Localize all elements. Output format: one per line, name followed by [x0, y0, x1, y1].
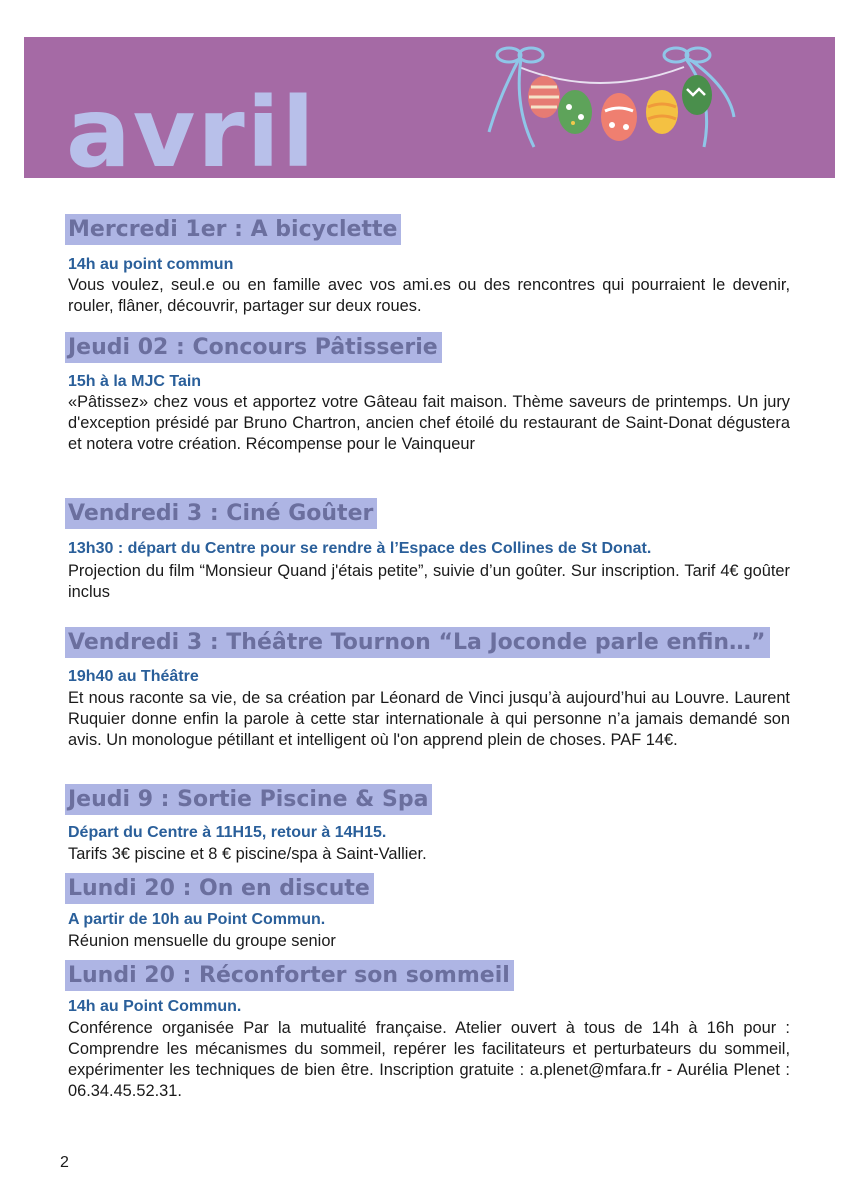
event-time-location: A partir de 10h au Point Commun. [68, 911, 326, 928]
event-time-location: Départ du Centre à 11H15, retour à 14H15. [68, 824, 387, 841]
event-title: Jeudi 9 : Sortie Piscine & Spa [65, 784, 432, 815]
event-description: Vous voulez, seul.e ou en famille avec vos ami.es ou des rencontres qui pourraient le devenir, rouler, flâner, découvrir, partager sur deux roues. [68, 276, 790, 315]
event-time-location: 19h40 au Théâtre [68, 668, 199, 685]
event-title: Jeudi 02 : Concours Pâtisserie [65, 332, 442, 363]
event-title: Vendredi 3 : Ciné Goûter [65, 498, 377, 529]
event-time-location: 14h au Point Commun. [68, 998, 242, 1015]
event-description: «Pâtissez» chez vous et apportez votre Gâteau fait maison. Thème saveurs de printemps. Un jury d'exception présidé par Bruno Chartron, ancien chef étoilé du restaurant de Saint-Donat dégustera et notera votre création. Récompense pour le Vainqueur [68, 393, 790, 453]
event-title: Vendredi 3 : Théâtre Tournon “La Joconde parle enfin…” [65, 627, 770, 658]
event-title: Lundi 20 : On en discute [65, 873, 374, 904]
event-description: Réunion mensuelle du groupe senior [68, 932, 336, 950]
event-time-location: 14h au point commun [68, 256, 234, 273]
event-description: Conférence organisée Par la mutualité française. Atelier ouvert à tous de 14h à 16h pour : Comprendre les mécanismes du sommeil, repérer les facilitateurs et perturbateurs du sommeil, expérimenter les techniques de bien être. Inscription gratuite : a.plenet@mfara.fr - Aurélia Plenet : 06.34.45.52.31. [68, 1019, 790, 1100]
easter-eggs-garland-illustration [479, 37, 739, 178]
event-time-location: 15h à la MJC Tain [68, 373, 202, 390]
event-description: Tarifs 3€ piscine et 8 € piscine/spa à Saint-Vallier. [68, 845, 427, 863]
month-title: avril [66, 77, 317, 178]
month-banner [24, 37, 835, 178]
event-title: Mercredi 1er : A bicyclette [65, 214, 401, 245]
event-title: Lundi 20 : Réconforter son sommeil [65, 960, 514, 991]
event-description: Projection du film “Monsieur Quand j'étais petite”, suivie d’un goûter. Sur inscription. Tarif 4€ goûter inclus [68, 562, 790, 601]
event-time-location: 13h30 : départ du Centre pour se rendre à l’Espace des Collines de St Donat. [68, 540, 652, 557]
event-description: Et nous raconte sa vie, de sa création par Léonard de Vinci jusqu’à aujourd’hui au Louvre. Laurent Ruquier donne enfin la parole à cette star internationale à qui personne n’a jamais demandé son avis. Un monologue pétillant et intelligent où l'on apprend plein de choses. PAF 14€. [68, 689, 790, 749]
page-number: 2 [60, 1154, 69, 1171]
